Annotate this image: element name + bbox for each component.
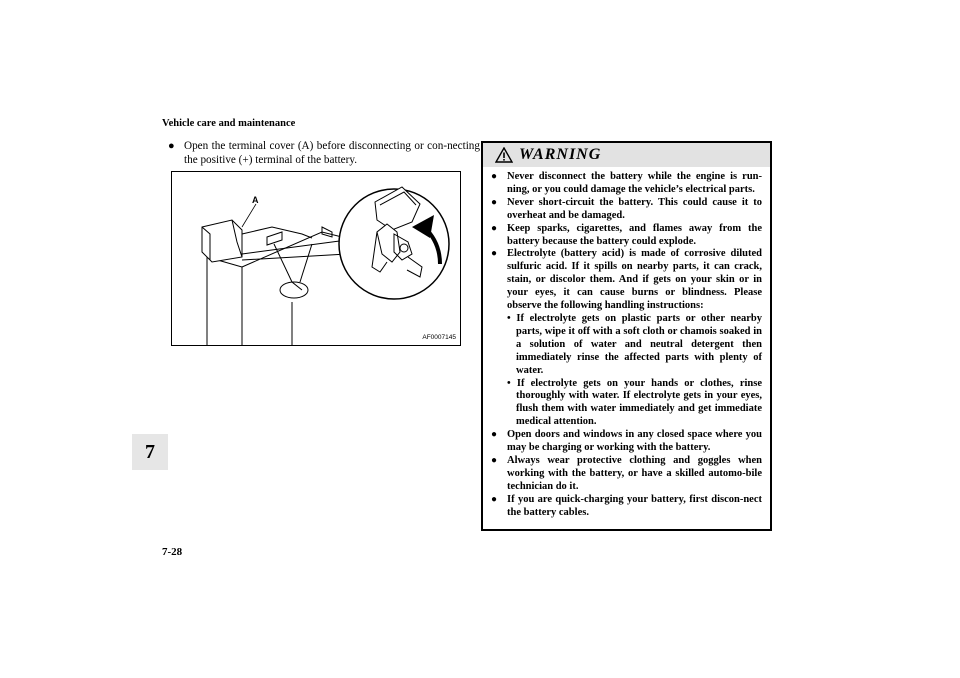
electrolyte-instructions [507, 313, 762, 429]
figure-label-a: A [252, 195, 259, 205]
page-number: 7-28 [162, 546, 183, 558]
chapter-tab [132, 434, 168, 470]
warning-item [491, 196, 762, 223]
warning-box [481, 141, 772, 531]
battery-terminal-drawing [172, 172, 461, 346]
warning-item [491, 222, 762, 249]
warning-item [491, 171, 762, 197]
warning-item-text: Electrolyte (battery acid) is made of corrosive diluted sulfuric acid. If it spills on nearby parts, it can crack, stain, or discolor them. And if gets on your skin or in your eyes, it can cause burns or blindness. Please observe the following handling instructions: [507, 248, 762, 312]
bullet-icon: ● [168, 140, 175, 152]
bullet-icon: ● [491, 196, 498, 208]
warning-item [491, 454, 762, 494]
bullet-icon: ● [491, 171, 498, 182]
warning-item-text: Always wear protective clothing and goggles when working with the battery, or have a skilled automo-bile technician do it. [507, 454, 762, 492]
warning-item-text: If you are quick-charging your battery, first discon-nect the battery cables. [507, 493, 762, 518]
bullet-icon: ● [491, 454, 498, 466]
section-title: Vehicle care and maintenance [162, 118, 296, 129]
warning-item [491, 248, 762, 429]
warning-list [483, 167, 770, 519]
bullet-icon: ● [491, 429, 498, 441]
bullet-icon: ● [491, 493, 498, 505]
warning-item-text: Open doors and windows in any closed space where you may be charging or working with the battery. [507, 429, 762, 454]
sub-item: • If electrolyte gets on plastic parts or other nearby parts, wipe it off with a soft cloth or chamois soaked in a solution of water and neutral detergent then immediately rinse the affected parts with plenty of water. [507, 312, 762, 376]
warning-header [483, 143, 770, 167]
warning-item-text: Never short-circuit the battery. This could cause it to overheat and be damaged. [507, 196, 762, 221]
warning-item-text: Keep sparks, cigarettes, and flames away from the battery because the battery could explode. [507, 222, 762, 247]
battery-illustration [171, 171, 461, 346]
bullet-icon: ● [491, 222, 498, 234]
warning-item-text: Never disconnect the battery while the engine is run-ning, or you could damage the vehicle’s electrical parts. [507, 171, 762, 195]
sub-item: • If electrolyte gets on your hands or clothes, rinse thoroughly with water. If electrolyte gets in your eyes, flush them with water immediately and get immediate medical attention. [507, 377, 762, 428]
warning-title: WARNING [519, 146, 602, 163]
instruction-item [168, 139, 480, 167]
warning-item [491, 429, 762, 455]
warning-triangle-icon [495, 147, 513, 163]
warning-item [491, 493, 762, 520]
bullet-icon: ● [491, 248, 498, 260]
chapter-number: 7 [145, 440, 155, 463]
figure-code: AF0007145 [422, 334, 456, 341]
instruction-text: Open the terminal cover (A) before disconnecting or con-necting the positive (+) terminal of the battery. [184, 140, 480, 166]
